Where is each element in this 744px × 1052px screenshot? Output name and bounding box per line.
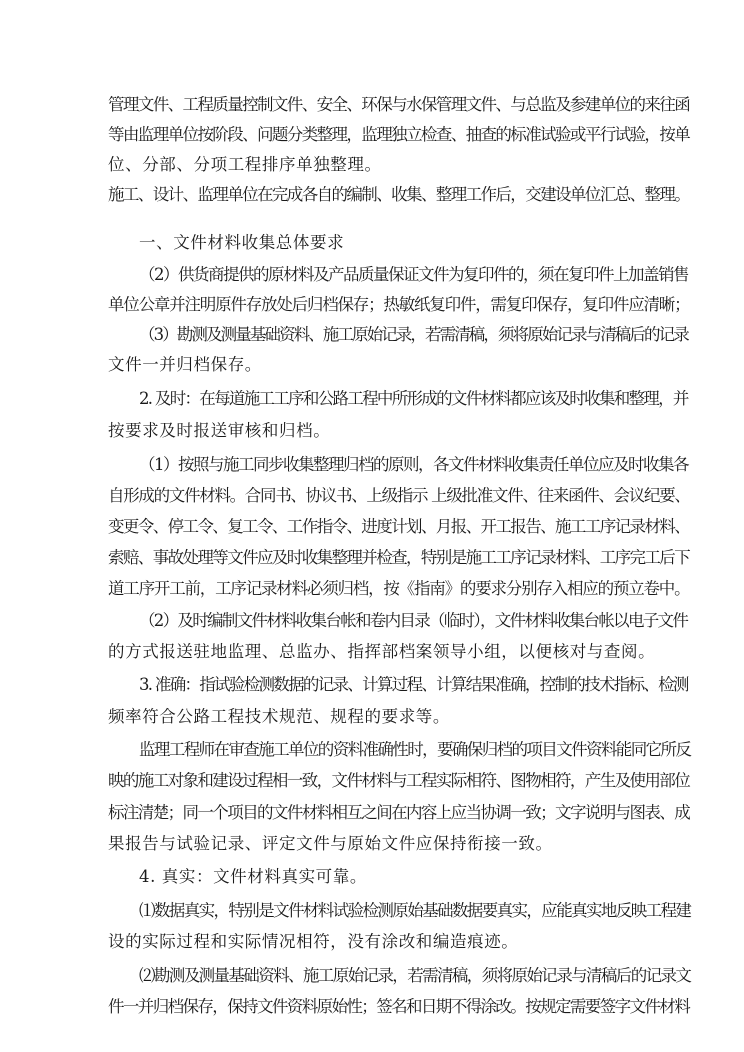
section-heading: 一、文件材料收集总体要求 [139, 233, 345, 252]
text-line: 索赔、事故处理等文件应及时收集整理并检查，特别是施工工序记录材料、工序完工后下 [108, 548, 690, 567]
text-line: 的方式报送驻地监理、总监办、指挥部档案领导小组，以便核对与查阅。 [108, 642, 656, 661]
text-line: 2. 及时：在每道施工工序和公路工程中所形成的文件材料都应该及时收集和整理，并 [139, 389, 688, 408]
text-line: （2）供货商提供的原材料及产品质量保证文件为复印件的，须在复印件上加盖销售 [139, 265, 688, 284]
text-line: 变更令、停工令、复工令、工作指令、进度计划、月报、开工报告、施工工序记录材料、 [108, 517, 690, 536]
text-line: 映的施工对象和建设过程相一致，文件材料与工程实际相符、图物相符，产生及使用部位 [108, 771, 690, 790]
text-line: （2）及时编制文件材料收集台帐和卷内目录（临时），文件材料收集台帐以电子文件 [139, 611, 688, 630]
text-line: 监理工程师在审查施工单位的资料准确性时，要确保归档的项目文件资料能同它所反 [139, 740, 691, 759]
text-line: 件一并归档保存，保持文件资料原始性；签名和日期不得涂改。按规定需要签字文件材料 [108, 997, 690, 1016]
text-line: 等由监理单位按阶段、问题分类整理，监理独立检查、抽查的标准试验或平行试验，按单 [108, 125, 690, 144]
text-line: 标注清楚；同一个项目的文件材料相互之间在内容上应当协调一致；文字说明与图表、成 [108, 803, 690, 822]
text-line: 文件一并归档保存。 [108, 355, 262, 374]
text-line: 施工、设计、监理单位在完成各自的编制、收集、整理工作后，交建设单位汇总、整理。 [108, 185, 690, 204]
text-line: （3）勘测及测量基础资料、施工原始记录，若需清稿，须将原始记录与清稿后的记录 [139, 325, 688, 344]
text-line: 3. 准确：指试验检测数据的记录、计算过程、计算结果准确，控制的技术指标、检测 [139, 675, 688, 694]
text-line: 自形成的文件材料。合同书、协议书、上级指示 上级批准文件、往来函件、会议纪要、 [108, 486, 690, 505]
text-line: 道工序开工前，工序记录材料必须归档，按《指南》的要求分别存入相应的预立卷中。 [108, 579, 690, 598]
text-line: 位、分部、分项工程排序单独整理。 [108, 155, 382, 174]
text-line: 4. 真实：文件材料真实可靠。 [139, 867, 367, 886]
text-line: 果报告与试验记录、评定文件与原始文件应保持衔接一致。 [108, 834, 553, 853]
text-line: 频率符合公路工程技术规范、规程的要求等。 [108, 707, 450, 726]
text-line: ⑵勘测及测量基础资料、施工原始记录，若需清稿，须将原始记录与清稿后的记录文 [139, 966, 691, 985]
text-line: 设的实际过程和实际情况相符，没有涂改和编造痕迹。 [108, 932, 519, 951]
text-line: ⑴数据真实，特别是文件材料试验检测原始基础数据要真实，应能真实地反映工程建 [139, 901, 691, 920]
text-line: 按要求及时报送审核和归档。 [108, 421, 331, 440]
text-line: 管理文件、工程质量控制文件、安全、环保与水保管理文件、与总监及参建单位的来往函 [108, 95, 690, 114]
text-line: （1）按照与施工同步收集整理归档的原则，各文件材料收集责任单位应及时收集各 [139, 455, 688, 474]
text-line: 单位公章并注明原件存放处后归档保存；热敏纸复印件，需复印保存，复印件应清晰； [108, 295, 690, 314]
